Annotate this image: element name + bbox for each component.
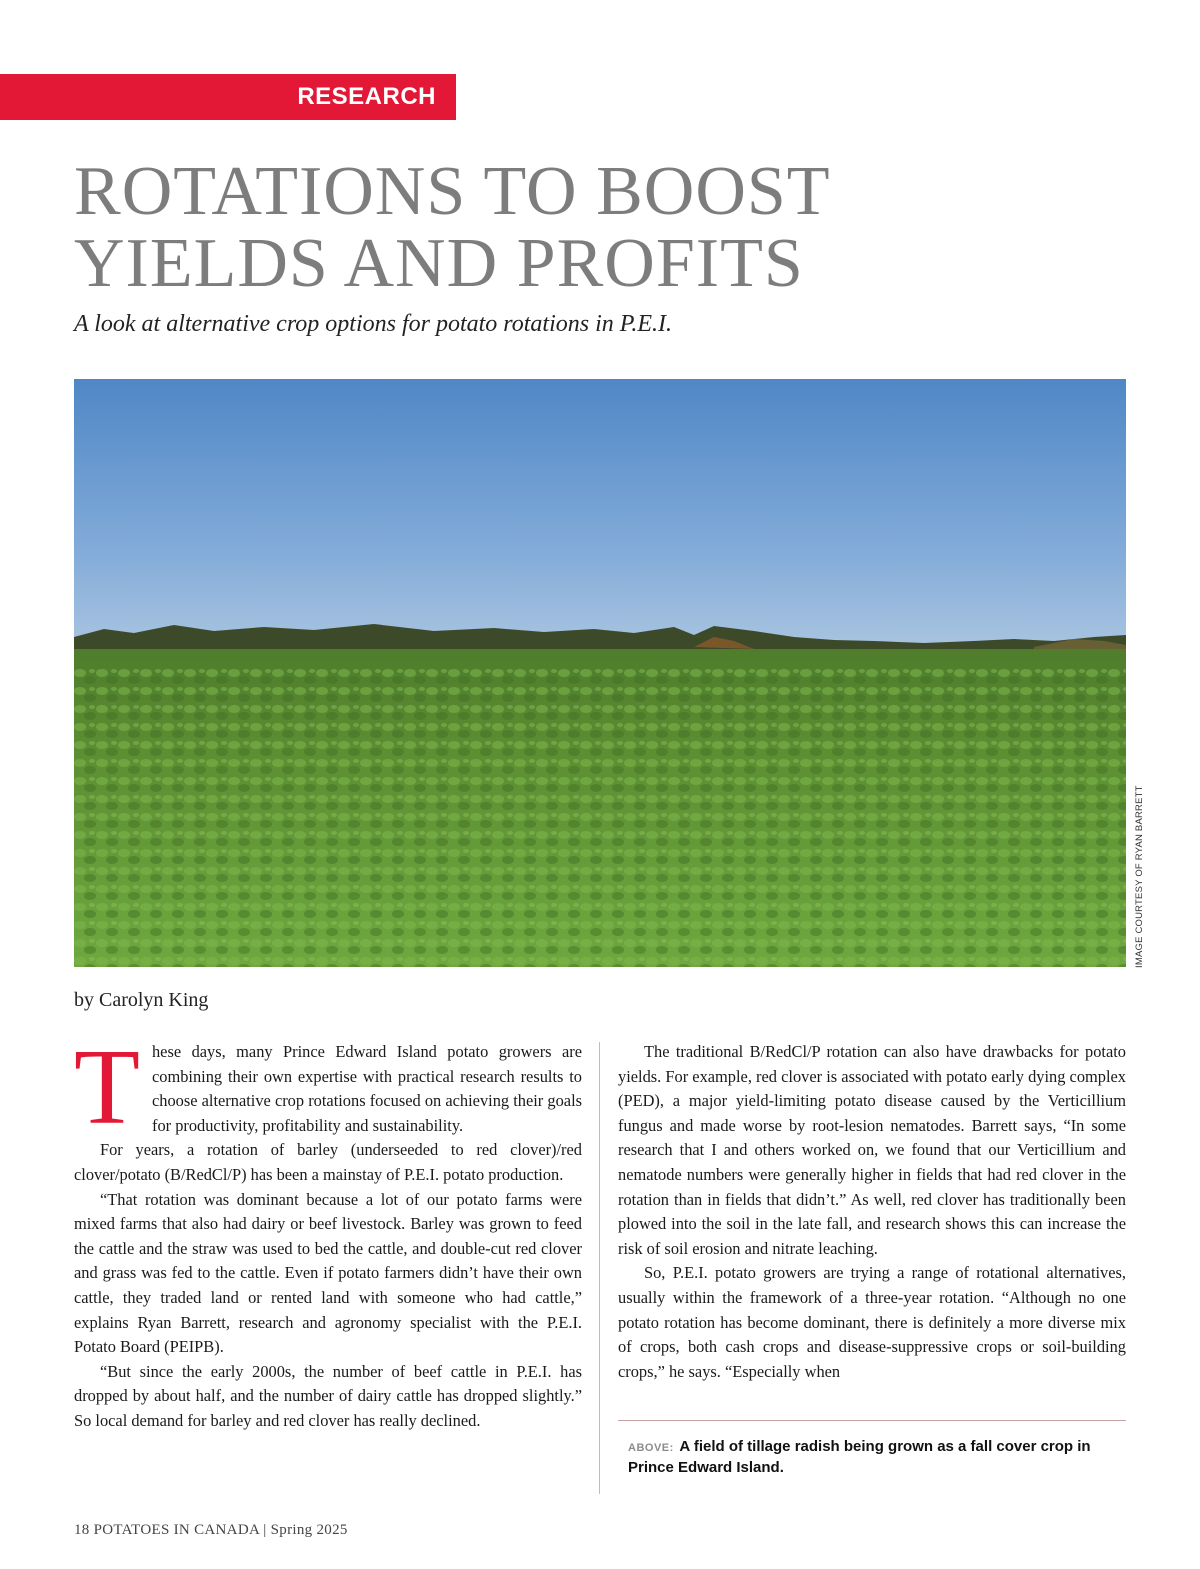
page-footer: 18 POTATOES IN CANADA | Spring 2025 (74, 1522, 348, 1538)
caption-text: A field of tillage radish being grown as a fall cover crop in Prince Edward Island. (628, 1438, 1091, 1476)
article-byline: by Carolyn King (74, 989, 209, 1011)
section-label-bar (0, 74, 456, 120)
paragraph (74, 1028, 582, 1147)
drop-cap: T (74, 1028, 140, 1147)
section-label: RESEARCH (297, 83, 436, 110)
paragraph-text: hese days, many Prince Edward Island potato growers are combining their own expertise with practical research results to choose alternative crop rotations focused on achieving their goals for productivity, profitability and sustainability. (151, 1042, 582, 1135)
paragraph: The traditional B/RedCl/P rotation can also have drawbacks for potato yields. For example, red clover is associated with potato early dying complex (PED), a major yield-limiting potato disease caused by the Verticillium fungus and made worse by root-lesion nematodes. Barrett says, “In some research that I and others worked on, we found that our Verticillium and nematode numbers were generally higher in fields that had red clover in the rotation than in fields that didn’t.” As well, red clover has traditionally been plowed into the soil in the late fall, and research shows this can increase the risk of soil erosion and nitrate leaching. (618, 1042, 1126, 1258)
column-divider (599, 1042, 600, 1494)
article-column-right (618, 1040, 1126, 1384)
paragraph: So, P.E.I. potato growers are trying a range of rotational alternatives, usually within the framework of a three-year rotation. “Although no one potato rotation has become dominant, there is definitely a more diverse mix of crops, both cash crops and disease-suppressive crops or soil-building crops,” he says. “Especially when (618, 1263, 1126, 1381)
paragraph: “But since the early 2000s, the number of beef cattle in P.E.I. has dropped by about half, and the number of dairy cattle has dropped slightly.” So local demand for barley and red clover has really declined. (74, 1361, 582, 1430)
photo-caption (628, 1437, 1128, 1478)
photo-credit: IMAGE COURTESY OF RYAN BARRETT (1134, 785, 1145, 968)
article-column-left (74, 1028, 582, 1434)
article-headline: ROTATIONS TO BOOST YIELDS AND PROFITS (74, 153, 830, 302)
caption-divider (618, 1420, 1126, 1421)
caption-label: ABOVE: (628, 1442, 674, 1454)
article-dek: A look at alternative crop options for potato rotations in P.E.I. (74, 311, 672, 337)
paragraph: “That rotation was dominant because a lot of our potato farms were mixed farms that also had dairy or beef livestock. Barley was grown to feed the cattle and the straw was used to bed the cattle, and double-cut red clover and grass was fed to the cattle. Even if potato farmers didn’t have their own cattle, they traded land or rented land with someone who had cattle,” explains Ryan Barrett, research and agronomy specialist with the P.E.I. Potato Board (PEIPB). (74, 1189, 582, 1357)
hero-photo (74, 379, 1126, 967)
paragraph: For years, a rotation of barley (underseeded to red clover)/red clover/potato (B/RedCl/P) has been a mainstay of P.E.I. potato production. (74, 1140, 582, 1184)
